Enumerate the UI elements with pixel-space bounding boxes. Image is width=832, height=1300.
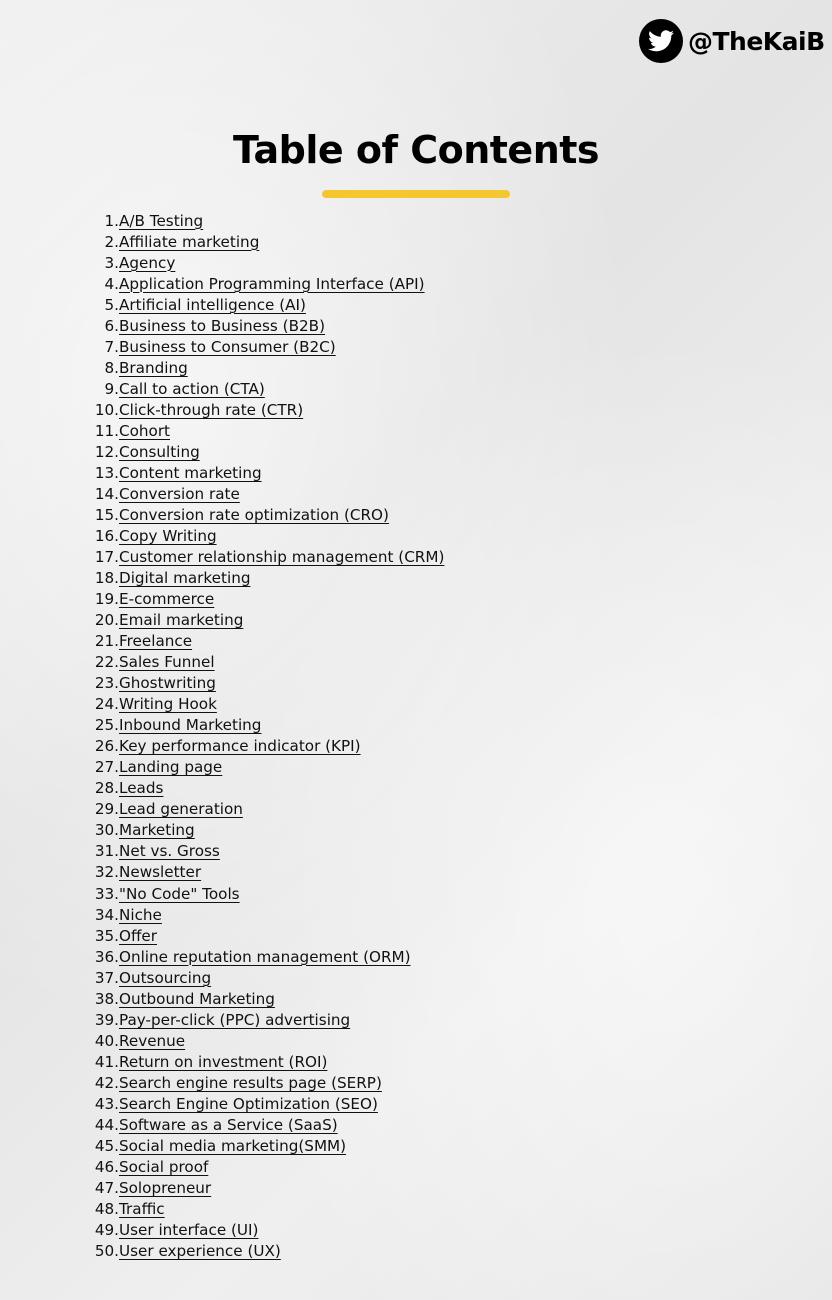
toc-item-link[interactable]: Offer bbox=[119, 926, 158, 945]
toc-item bbox=[0, 904, 444, 925]
toc-item bbox=[0, 441, 444, 462]
toc-item-number: 49. bbox=[94, 1221, 119, 1240]
toc-item-number: 44. bbox=[94, 1115, 119, 1134]
toc-item-number: 35. bbox=[94, 926, 119, 945]
toc-item-link[interactable]: Digital marketing bbox=[119, 569, 251, 588]
toc-item bbox=[0, 525, 444, 546]
title-underline-bar bbox=[322, 190, 510, 198]
toc-item-number: 10. bbox=[94, 400, 119, 419]
toc-item-number: 17. bbox=[94, 548, 119, 567]
toc-item-link[interactable]: User experience (UX) bbox=[119, 1242, 281, 1261]
toc-item bbox=[0, 336, 444, 357]
page-title: Table of Contents bbox=[232, 128, 600, 172]
toc-item-link[interactable]: Niche bbox=[119, 905, 162, 924]
toc-item bbox=[0, 568, 444, 589]
toc-item-number: 20. bbox=[94, 611, 119, 630]
toc-item-link[interactable]: E-commerce bbox=[119, 590, 215, 609]
toc-item-number: 4. bbox=[104, 274, 119, 293]
toc-item-number: 48. bbox=[94, 1199, 119, 1218]
toc-item-number: 12. bbox=[94, 442, 119, 461]
toc-item-number: 18. bbox=[94, 569, 119, 588]
toc-item-link[interactable]: Content marketing bbox=[119, 463, 262, 482]
toc-item bbox=[0, 252, 444, 273]
toc-item-link[interactable]: Social media marketing(SMM) bbox=[119, 1136, 347, 1155]
toc-item-link[interactable]: Search engine results page (SERP) bbox=[119, 1073, 382, 1092]
toc-item-link[interactable]: Click-through rate (CTR) bbox=[119, 400, 304, 419]
toc-item-link[interactable]: Search Engine Optimization (SEO) bbox=[119, 1094, 378, 1113]
toc-item bbox=[0, 1177, 444, 1198]
toc-item-link[interactable]: Social proof bbox=[119, 1157, 209, 1176]
toc-item-link[interactable]: Customer relationship management (CRM) bbox=[119, 548, 445, 567]
toc-item-number: 26. bbox=[94, 737, 119, 756]
toc-item-link[interactable]: Key performance indicator (KPI) bbox=[119, 737, 361, 756]
toc-item-number: 8. bbox=[104, 358, 119, 377]
toc-item-number: 33. bbox=[94, 884, 119, 903]
toc-item-link[interactable]: Freelance bbox=[119, 632, 193, 651]
handle-text: @TheKaiB bbox=[688, 26, 825, 56]
toc-item bbox=[0, 1156, 444, 1177]
toc-item bbox=[0, 210, 444, 231]
toc-item bbox=[0, 967, 444, 988]
toc-item-link[interactable]: Agency bbox=[119, 253, 176, 272]
toc-item-number: 27. bbox=[94, 758, 119, 777]
toc-item-number: 36. bbox=[94, 947, 119, 966]
toc-item-link[interactable]: Lead generation bbox=[119, 800, 243, 819]
toc-item-number: 42. bbox=[94, 1073, 119, 1092]
toc-item-number: 38. bbox=[94, 989, 119, 1008]
toc-item-link[interactable]: Net vs. Gross bbox=[119, 842, 220, 861]
toc-item bbox=[0, 631, 444, 652]
toc-item-link[interactable]: Newsletter bbox=[119, 863, 202, 882]
toc-item-number: 15. bbox=[94, 505, 119, 524]
toc-item-number: 34. bbox=[94, 905, 119, 924]
toc-item bbox=[0, 988, 444, 1009]
toc-item-link[interactable]: Cohort bbox=[119, 421, 171, 440]
toc-item bbox=[0, 547, 444, 568]
toc-item-link[interactable]: Outbound Marketing bbox=[119, 989, 275, 1008]
toc-item-link[interactable]: Conversion rate optimization (CRO) bbox=[119, 505, 389, 524]
toc-item-link[interactable]: Solopreneur bbox=[119, 1178, 212, 1197]
toc-item bbox=[0, 589, 444, 610]
toc-item-number: 24. bbox=[94, 695, 119, 714]
toc-item-number: 30. bbox=[94, 821, 119, 840]
toc-item bbox=[0, 1220, 444, 1241]
toc-item-number: 46. bbox=[94, 1157, 119, 1176]
toc-item-link[interactable]: Consulting bbox=[119, 442, 200, 461]
toc-item bbox=[0, 1114, 444, 1135]
toc-item bbox=[0, 378, 444, 399]
toc-item-link[interactable]: Sales Funnel bbox=[119, 653, 215, 672]
toc-item bbox=[0, 315, 444, 336]
toc-item bbox=[0, 231, 444, 252]
toc-item-link[interactable]: Email marketing bbox=[119, 611, 244, 630]
toc-item-link[interactable]: Landing page bbox=[119, 758, 223, 777]
toc-item-link[interactable]: Artificial intelligence (AI) bbox=[119, 295, 306, 314]
toc-item bbox=[0, 1093, 444, 1114]
toc-item-link[interactable]: Revenue bbox=[119, 1031, 186, 1050]
toc-item-link[interactable]: Pay-per-click (PPC) advertising bbox=[119, 1010, 351, 1029]
toc-item bbox=[0, 799, 444, 820]
toc-item bbox=[0, 462, 444, 483]
toc-item-link[interactable]: Leads bbox=[119, 779, 164, 798]
toc-item-number: 21. bbox=[94, 632, 119, 651]
toc-item bbox=[0, 1241, 444, 1262]
toc-item-link[interactable]: "No Code" Tools bbox=[119, 884, 240, 903]
toc-item-number: 3. bbox=[104, 253, 119, 272]
toc-item bbox=[0, 736, 444, 757]
toc-item-link[interactable]: Call to action (CTA) bbox=[119, 379, 265, 398]
toc-item bbox=[0, 1009, 444, 1030]
toc-item bbox=[0, 757, 444, 778]
toc-item-link[interactable]: Affiliate marketing bbox=[119, 232, 260, 251]
toc-item-link[interactable]: User interface (UI) bbox=[119, 1221, 259, 1240]
toc-item-number: 39. bbox=[94, 1010, 119, 1029]
toc-item-link[interactable]: Software as a Service (SaaS) bbox=[119, 1115, 338, 1134]
toc-item bbox=[0, 483, 444, 504]
toc-item-number: 6. bbox=[104, 316, 119, 335]
toc-item-number: 14. bbox=[94, 484, 119, 503]
toc-list bbox=[0, 210, 444, 1262]
toc-item bbox=[0, 1072, 444, 1093]
toc-item bbox=[0, 1198, 444, 1219]
toc-item-number: 25. bbox=[94, 716, 119, 735]
toc-item-number: 29. bbox=[94, 800, 119, 819]
toc-item-number: 32. bbox=[94, 863, 119, 882]
toc-item-number: 7. bbox=[104, 337, 119, 356]
toc-item-link[interactable]: Marketing bbox=[119, 821, 195, 840]
toc-item-number: 41. bbox=[94, 1052, 119, 1071]
toc-item bbox=[0, 652, 444, 673]
toc-item bbox=[0, 610, 444, 631]
toc-item-link[interactable]: A/B Testing bbox=[119, 211, 204, 230]
toc-item bbox=[0, 420, 444, 441]
toc-item bbox=[0, 294, 444, 315]
toc-item-link[interactable]: Outsourcing bbox=[119, 968, 212, 987]
toc-item bbox=[0, 778, 444, 799]
toc-item-number: 22. bbox=[94, 653, 119, 672]
toc-item-number: 31. bbox=[94, 842, 119, 861]
toc-item-number: 23. bbox=[94, 674, 119, 693]
toc-item bbox=[0, 694, 444, 715]
toc-item-number: 40. bbox=[94, 1031, 119, 1050]
toc-item-number: 28. bbox=[94, 779, 119, 798]
toc-item bbox=[0, 273, 444, 294]
toc-item-link[interactable]: Traffic bbox=[119, 1199, 165, 1218]
toc-item bbox=[0, 1030, 444, 1051]
toc-item bbox=[0, 841, 444, 862]
toc-item-link[interactable]: Inbound Marketing bbox=[119, 716, 262, 735]
toc-item-number: 50. bbox=[94, 1242, 119, 1261]
toc-item-number: 9. bbox=[104, 379, 119, 398]
toc-item bbox=[0, 504, 444, 525]
toc-item-number: 2. bbox=[104, 232, 119, 251]
toc-item bbox=[0, 399, 444, 420]
toc-item-number: 5. bbox=[104, 295, 119, 314]
toc-item-link[interactable]: Business to Business (B2B) bbox=[119, 316, 326, 335]
toc-item-link[interactable]: Conversion rate bbox=[119, 484, 240, 503]
toc-item-number: 13. bbox=[94, 463, 119, 482]
twitter-handle[interactable] bbox=[639, 19, 825, 63]
toc-item-link[interactable]: Return on investment (ROI) bbox=[119, 1052, 328, 1071]
toc-item bbox=[0, 883, 444, 904]
toc-item bbox=[0, 715, 444, 736]
toc-item bbox=[0, 357, 444, 378]
toc-item-number: 19. bbox=[94, 590, 119, 609]
toc-item bbox=[0, 862, 444, 883]
toc-item-link[interactable]: Ghostwriting bbox=[119, 674, 216, 693]
toc-item-number: 45. bbox=[94, 1136, 119, 1155]
toc-item-link[interactable]: Writing Hook bbox=[119, 695, 217, 714]
toc-item-link[interactable]: Business to Consumer (B2C) bbox=[119, 337, 336, 356]
toc-item-number: 47. bbox=[94, 1178, 119, 1197]
toc-item-link[interactable]: Copy Writing bbox=[119, 526, 217, 545]
toc-item-link[interactable]: Online reputation management (ORM) bbox=[119, 947, 411, 966]
toc-item bbox=[0, 673, 444, 694]
toc-item-number: 16. bbox=[94, 526, 119, 545]
toc-item bbox=[0, 1051, 444, 1072]
toc-item bbox=[0, 925, 444, 946]
toc-item bbox=[0, 820, 444, 841]
toc-item-number: 1. bbox=[104, 211, 119, 230]
toc-item-number: 37. bbox=[94, 968, 119, 987]
twitter-bird-icon bbox=[639, 19, 683, 63]
toc-item bbox=[0, 946, 444, 967]
toc-item-number: 11. bbox=[94, 421, 119, 440]
toc-item-number: 43. bbox=[94, 1094, 119, 1113]
toc-item-link[interactable]: Application Programming Interface (API) bbox=[119, 274, 425, 293]
toc-item-link[interactable]: Branding bbox=[119, 358, 188, 377]
toc-item bbox=[0, 1135, 444, 1156]
